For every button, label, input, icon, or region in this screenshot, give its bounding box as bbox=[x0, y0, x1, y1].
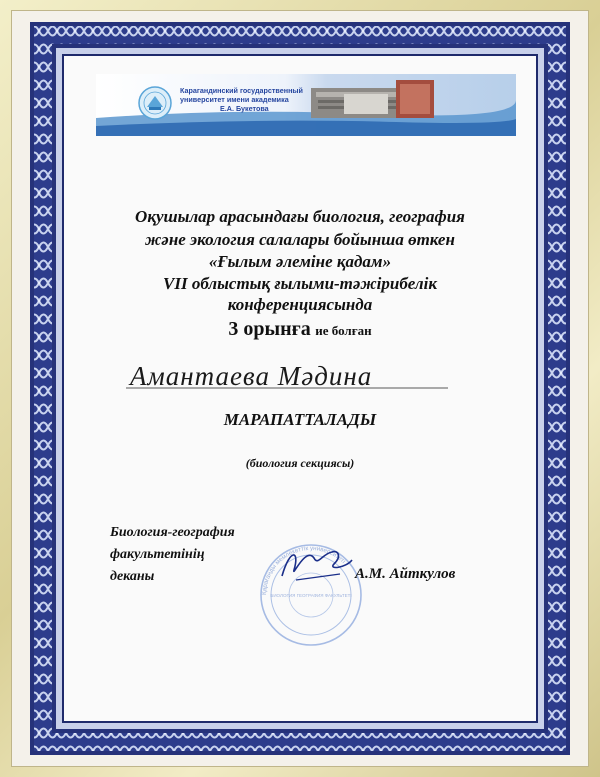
place-line bbox=[0, 318, 600, 341]
university-name-line1: Карагандинский государственный bbox=[180, 86, 303, 95]
dean-title bbox=[110, 522, 235, 588]
conference-title: «Ғылым әлеміне қадам» bbox=[208, 252, 392, 271]
university-name bbox=[180, 86, 350, 113]
heading-line5: конференциясында bbox=[227, 295, 373, 314]
heading-line4: VII облыстық ғылыми-тәжірибелік bbox=[163, 274, 437, 293]
dean-title-line3: деканы bbox=[110, 569, 155, 584]
recipient-name: Амантаева Мәдина bbox=[130, 361, 373, 391]
stamp-text: Қарағанды мемлекеттік университеті bbox=[260, 544, 347, 596]
dean-title-line1: Биология-география bbox=[110, 525, 235, 540]
heading-line1: Оқушылар арасындағы биология, география bbox=[135, 207, 465, 226]
dean-title-line2: факультетінің bbox=[110, 547, 205, 562]
section-label: (биология секциясы) bbox=[245, 456, 355, 470]
heading-line2: және экология салалары бойынша өткен bbox=[145, 230, 455, 249]
recipient-name-handwriting bbox=[118, 358, 458, 398]
university-name-line3: Е.А. Букетова bbox=[220, 104, 269, 113]
place-suffix: ие болған bbox=[315, 323, 372, 338]
award-text: МАРАПАТТАЛАДЫ bbox=[223, 410, 377, 429]
dean-name: А.М. Айткулов bbox=[355, 566, 456, 582]
signature-icon bbox=[276, 540, 356, 590]
university-name-line2: университет имени академика bbox=[180, 95, 289, 104]
university-logo-icon bbox=[138, 86, 172, 120]
place-rank: 3 орынға bbox=[228, 318, 311, 340]
stamp-center-text: БИОЛОГИЯ ГЕОГРАФИЯ ФАКУЛЬТЕТІ bbox=[270, 593, 352, 598]
